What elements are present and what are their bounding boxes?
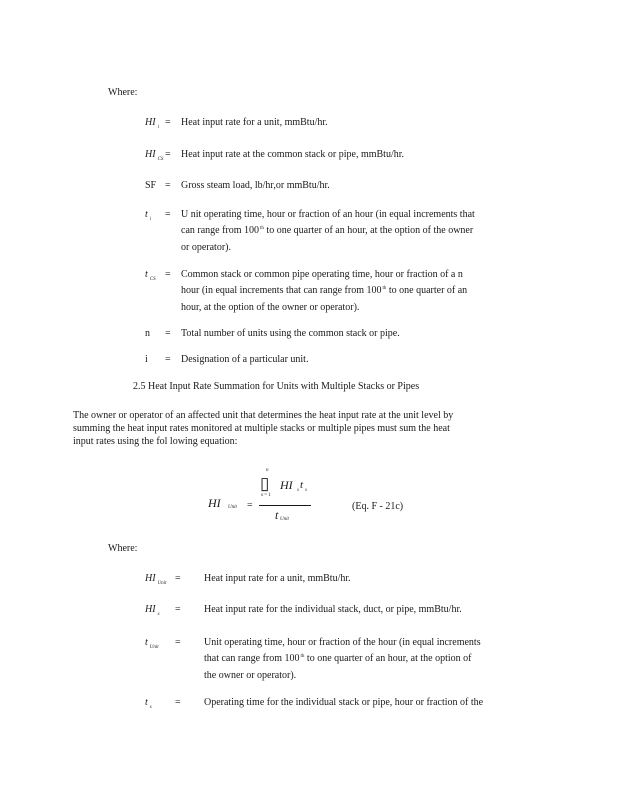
definition-symbol-subscript: s [149, 705, 152, 710]
definition-symbol [145, 637, 159, 648]
definition-equals: = [175, 637, 181, 648]
definition-line-continuation: to one quarter of an hour, at the option of [304, 652, 472, 664]
section-heading: 2.5 Heat Input Rate Summation for Units with Multiple Stacks or Pipes [133, 381, 420, 392]
definition-symbol-text: t [145, 269, 148, 280]
definition-text [181, 178, 330, 194]
definition-text [181, 267, 467, 316]
definition-line [204, 668, 481, 684]
equation-label: (Eq. F - 21c) [352, 501, 404, 512]
eq-sum-lower: s = 1 [261, 493, 271, 498]
definition-text [204, 695, 483, 711]
definition-symbol-text: HI [145, 117, 156, 128]
definition-symbol-subscript: i [149, 217, 152, 222]
definition-equals: = [165, 269, 171, 280]
definition-equals: = [165, 180, 171, 191]
definition-line-text: Designation of a particular unit. [181, 354, 309, 365]
definition-equals: = [165, 354, 171, 365]
definition-line [181, 283, 467, 301]
definition-equals: = [165, 209, 171, 220]
definition-line [204, 635, 481, 651]
definition-line [181, 178, 330, 194]
definition-equals: = [175, 604, 181, 615]
definition-line-text: Gross steam load, lb/hr,or mmBtu/hr. [181, 180, 330, 191]
definition-line [204, 602, 462, 618]
definition-symbol-text: t [145, 697, 148, 708]
definition-symbol-subscript: CS [157, 157, 164, 162]
eq-lhs-symbol: HI [208, 496, 221, 510]
definition-line-text: Operating time for the individual stack or pipe, hour or fraction of the [204, 697, 484, 708]
definition-symbol-subscript: s [157, 612, 160, 617]
definition-symbol [145, 573, 166, 584]
definition-line-continuation: to one quarter of an hour, at the option of the owner [263, 224, 474, 236]
definition-symbol [145, 269, 156, 280]
superscript-th: th [300, 653, 305, 659]
definition-symbol [145, 209, 151, 220]
paragraph [73, 409, 453, 448]
definition-line-text: can range from 100 [181, 224, 260, 236]
definition-line-text: Common stack or common pipe operating time, hour or fraction of a n [181, 269, 463, 280]
definition-symbol-subscript: Unit [149, 645, 159, 650]
definition-equals: = [175, 573, 181, 584]
definition-line-text: the owner or operator). [204, 670, 297, 681]
definition-text [181, 352, 308, 368]
eq-numerator-time-subscript: s [305, 488, 307, 493]
definition-line-text: that can range from 100 [204, 652, 300, 664]
paragraph-line: input rates using the fol lowing equation: [73, 436, 238, 447]
definition-equals: = [165, 328, 171, 339]
definition-symbol-text: HI [145, 149, 156, 160]
definition-line-text: Heat input rate for a unit, mmBtu/hr. [181, 117, 328, 128]
definition-symbol-text: i [145, 354, 148, 365]
definition-symbol [145, 604, 160, 615]
definition-line [204, 571, 351, 587]
where-label: Where: [108, 543, 138, 554]
eq-denominator-subscript: Unit [280, 517, 289, 522]
definition-line-text: hour (in equal increments that can range from 100 [181, 284, 382, 296]
definition-symbol [145, 149, 163, 160]
definition-line-continuation: to one quarter of an [386, 284, 468, 296]
definition-text [204, 602, 462, 618]
definition-line [181, 300, 467, 316]
definition-equals: = [165, 117, 171, 128]
where-label: Where: [108, 87, 138, 98]
definition-text [181, 147, 404, 163]
eq-lhs-subscript: Unit [228, 505, 237, 510]
definition-line [181, 147, 404, 163]
paragraph-line: summing the heat input rates monitored at multiple stacks or multiple pipes must sum the heat [73, 423, 450, 434]
definition-symbol-text: t [145, 209, 148, 220]
eq-sum-upper: n [266, 468, 269, 473]
eq-numerator-subscript: s [297, 488, 299, 493]
definition-line [181, 207, 475, 223]
definition-equals: = [165, 149, 171, 160]
definition-symbol-text: HI [145, 604, 156, 615]
definition-line [181, 115, 328, 131]
definition-equals: = [175, 697, 181, 708]
definition-text [181, 115, 328, 131]
definition-symbol [145, 697, 152, 708]
definition-line-text: Heat input rate for the individual stack, duct, or pipe, mmBtu/hr. [204, 604, 462, 615]
definition-line [181, 326, 400, 342]
fraction-bar [259, 505, 311, 506]
definition-symbol-subscript: i [157, 125, 159, 130]
definition-line [181, 267, 467, 283]
definition-line-text: U nit operating time, hour or fraction of an hour (in equal increments that [181, 209, 475, 220]
definition-symbol [145, 354, 148, 365]
definition-symbol-text: SF [145, 180, 157, 191]
definition-symbol-text: t [145, 637, 148, 648]
definition-line-text: or operator). [181, 242, 231, 253]
definition-symbol-text: n [145, 328, 150, 339]
definition-text [204, 571, 351, 587]
superscript-th: th [260, 225, 264, 231]
definition-text [204, 635, 481, 684]
definition-line-text: Heat input rate for a unit, mmBtu/hr. [204, 573, 351, 584]
definition-symbol [145, 328, 150, 339]
superscript-th: th [382, 285, 387, 291]
definition-line [181, 223, 475, 241]
definition-symbol [145, 117, 159, 128]
definition-line [204, 695, 483, 711]
definition-line-text: hour, at the option of the owner or operator). [181, 302, 360, 313]
definition-line [181, 352, 308, 368]
eq-numerator-time: t [300, 479, 304, 491]
summation-icon: ▯ [260, 474, 270, 493]
definition-text [181, 326, 400, 342]
definition-symbol-subscript: Unit [157, 581, 167, 586]
definition-line [204, 651, 481, 669]
definition-symbol [145, 180, 156, 191]
paragraph-line: The owner or operator of an affected unit that determines the heat input rate at the unit level by [73, 410, 454, 421]
eq-equals: = [247, 500, 253, 511]
definition-symbol-subscript: CS [149, 277, 156, 282]
definition-symbol-text: HI [145, 573, 156, 584]
definition-text [181, 207, 475, 256]
eq-numerator-symbol: HI [280, 478, 293, 492]
definition-line-text: Unit operating time, hour or fraction of the hour (in equal increments [204, 637, 481, 648]
definition-line [181, 240, 475, 256]
definition-line-text: Heat input rate at the common stack or pipe, mmBtu/hr. [181, 149, 405, 160]
definition-line-text: Total number of units using the common stack or pipe. [181, 328, 400, 339]
eq-denominator-time: t [275, 508, 279, 522]
